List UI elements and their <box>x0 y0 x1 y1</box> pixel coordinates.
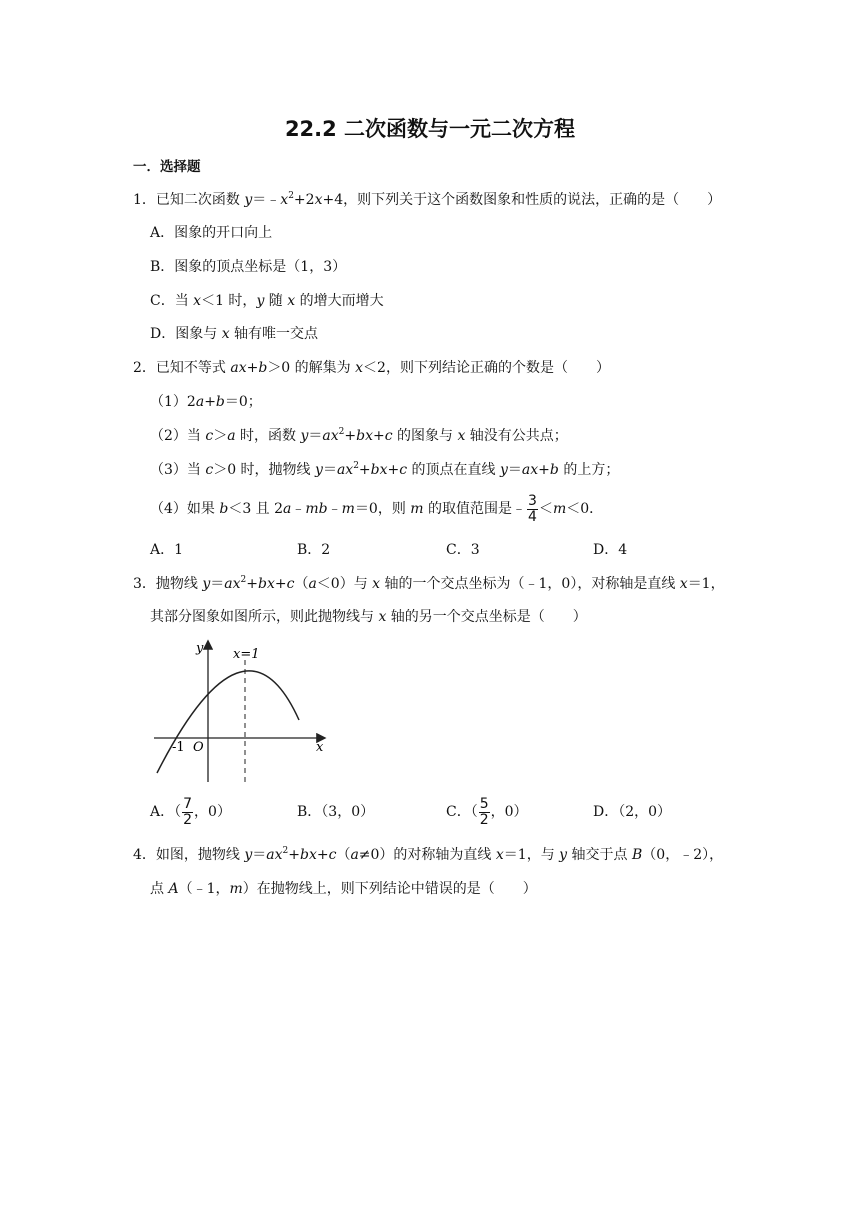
q2-option-c: C．3 <box>446 542 480 558</box>
parabola-figure <box>148 636 338 786</box>
page-title: 22.2 二次函数与一元二次方程 <box>284 117 576 141</box>
q3-option-d: D．（2，0） <box>593 804 672 820</box>
q3-option-b: B．（3，0） <box>297 804 375 820</box>
q1-option-b: B．图象的顶点坐标是（1，3） <box>150 259 347 275</box>
q2-option-a: A．1 <box>150 542 184 558</box>
q2-statement-2: （2）当 c＞a 时，函数 $y=ax^2+bx+c$ 的图象与 x 轴没有公共点； <box>150 427 568 444</box>
q2-statement-4: （4）如果 b＜3 且 2a﹣mb﹣m＝0，则 m 的取值范围是﹣ $\frac{3}{4}$ ＜m＜0． <box>150 492 604 525</box>
x-axis-label: x <box>316 740 324 755</box>
q2-option-d: D．4 <box>593 542 628 558</box>
q3-option-c: C．（ $\frac{5}{2}$ ，0） <box>446 795 528 828</box>
q4-stem-line2: 点 A（﹣1，m）在抛物线上，则下列结论中错误的是（ ） <box>150 881 537 897</box>
q3-stem-line2: 其部分图象如图所示，则此抛物线与 x 轴的另一个交点坐标是（ ） <box>150 609 587 625</box>
q2-statement-1: （1）2a+b＝0； <box>150 394 262 410</box>
symmetry-axis-label: x=1 <box>233 647 260 662</box>
y-axis-label: y <box>196 641 204 656</box>
q1-option-d: D．图象与 x 轴有唯一交点 <box>150 326 319 342</box>
q1-option-c: C．当 x＜1 时，y 随 x 的增大而增大 <box>150 293 384 309</box>
neg-one-label: -1 <box>172 740 185 755</box>
origin-label: O <box>193 740 204 755</box>
q1-option-a: A．图象的开口向上 <box>150 225 273 241</box>
q2-stem: 2．已知不等式 ax+b＞0 的解集为 x＜2，则下列结论正确的个数是（ ） <box>133 360 610 376</box>
q4-stem-line1: 4．如图，抛物线 $y=ax^2+bx+c(a\ne 0)$的对称轴为直线 x＝1，与 y 轴交于点 B（0，﹣2）， <box>133 846 724 863</box>
q3-stem-line1: 3．抛物线 $y=ax^2+bx+c(a<0)$与 x 轴的一个交点坐标为（﹣1，0），对称轴是直线 x＝1， <box>133 575 725 592</box>
q2-option-b: B．2 <box>297 542 331 558</box>
fraction-three-quarters: $\frac{3}{4}$ <box>528 492 537 525</box>
q2-statement-3: （3）当 c＞0 时，抛物线 $y=ax^2+bx+c$ 的顶点在直线 y＝ax+b 的上方； <box>150 461 620 478</box>
parabola-curve <box>157 671 299 773</box>
q1-stem: 1．已知二次函数 $y=﹣x^2+2x+4$，则下列关于这个函数图象和性质的说法，正确的是（ ） <box>133 191 722 208</box>
q3-option-a: A．（ $\frac{7}{2}$ ，0） <box>150 795 231 828</box>
section-heading: 一．选择题 <box>133 159 201 175</box>
